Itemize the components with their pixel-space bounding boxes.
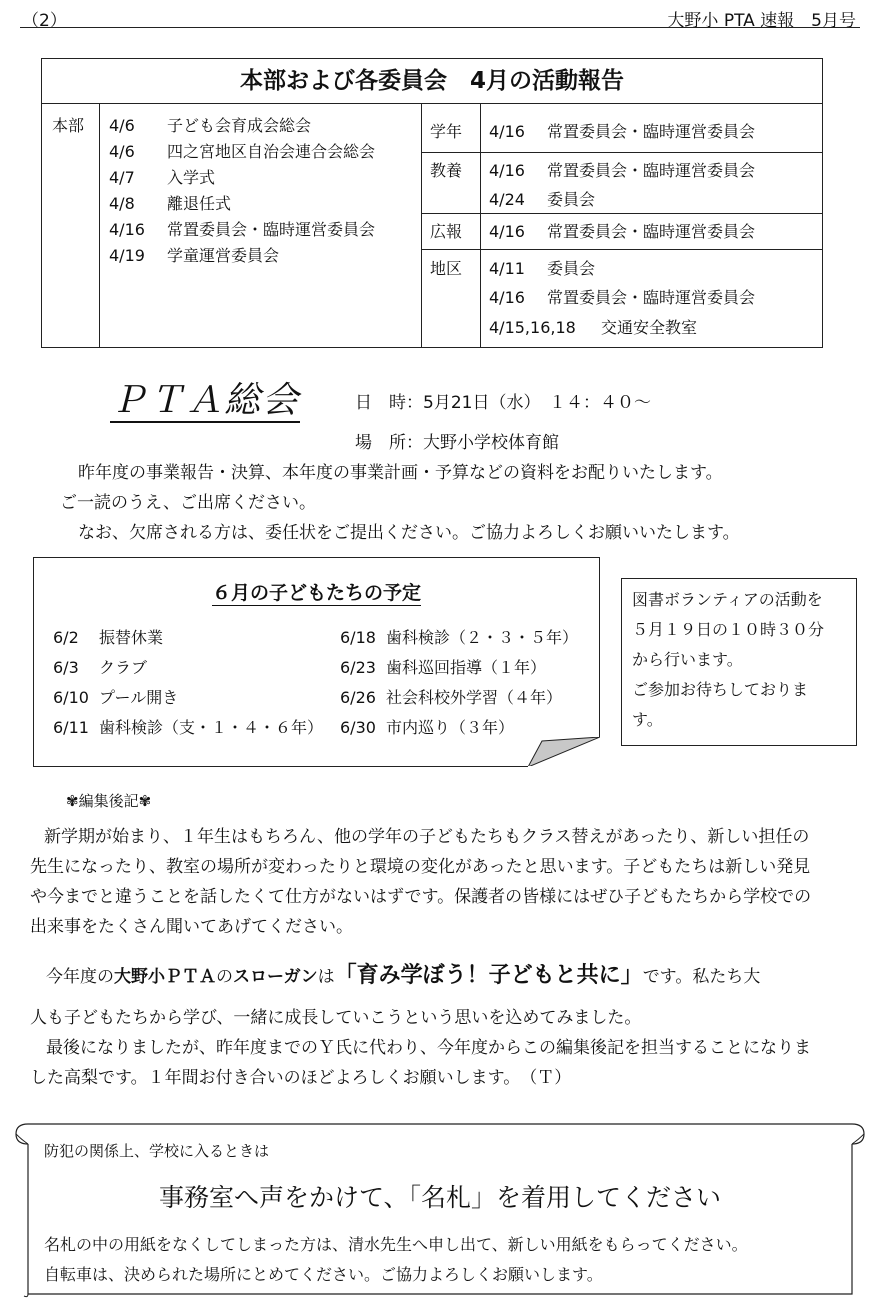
pta-paragraph: 昨年度の事業報告・決算、本年度の事業計画・予算などの資料をお配りいたします。 bbox=[78, 463, 723, 483]
table-divider bbox=[421, 249, 823, 250]
table-divider bbox=[99, 104, 100, 348]
editor-note-line: 先生になったり、教室の場所が変わったりと環境の変化があったと思います。子どもたちは新しい発見 bbox=[30, 857, 811, 877]
june-schedule-title: ６月の子どもたちの予定 bbox=[211, 582, 421, 604]
committee-item: 4/11 委員会 bbox=[489, 259, 596, 278]
pta-slogan: 「育み学ぼう！子どもと共に」 bbox=[334, 963, 643, 988]
pta-paragraph: ご一読のうえ、ご出席ください。 bbox=[60, 493, 317, 513]
committee-item: 4/16 常置委員会・臨時運営委員会 bbox=[489, 161, 756, 180]
library-line: ５月１９日の１０時３０分 bbox=[632, 620, 825, 639]
pta-meeting-title: ＰＴＡ総会 bbox=[110, 380, 301, 421]
pta-place: 場 所：大野小学校体育館 bbox=[355, 433, 559, 453]
page-curl-icon bbox=[528, 737, 600, 767]
pta-paragraph: なお、欠席される方は、委任状をご提出ください。ご協力よろしくお願いいたします。 bbox=[78, 523, 740, 543]
committee-label-gakunen: 学年 bbox=[430, 122, 463, 141]
schedule-item: 6/30 市内巡り（３年） bbox=[340, 718, 515, 737]
honbu-label: 本部 bbox=[52, 116, 85, 135]
editor-note-line: 人も子どもたちから学び、一緒に成長していこうという思いを込めてみました。 bbox=[30, 1008, 642, 1028]
committee-item: 4/15,16,18 交通安全教室 bbox=[489, 318, 698, 337]
library-volunteer-notice bbox=[621, 578, 857, 746]
editor-note-line: 新学期が始まり、１年生はもちろん、他の学年の子どもたちもクラス替えがあったり、新しい担任の bbox=[44, 827, 810, 847]
honbu-item: 4/19 学童運営委員会 bbox=[109, 246, 280, 265]
honbu-item: 4/6 子ども会育成会総会 bbox=[109, 116, 312, 135]
security-notice-intro: 防犯の関係上、学校に入るときは bbox=[44, 1142, 270, 1160]
honbu-item: 4/8 離退任式 bbox=[109, 194, 232, 213]
schedule-item: 6/18 歯科検診（２・３・５年） bbox=[340, 628, 579, 647]
table-divider bbox=[421, 152, 823, 153]
schedule-item: 6/11 歯科検診（支・１・４・６年） bbox=[53, 718, 324, 737]
header-rule bbox=[20, 27, 860, 28]
schedule-item: 6/2 振替休業 bbox=[53, 628, 164, 647]
honbu-item: 4/7 入学式 bbox=[109, 168, 216, 187]
editor-note-heading: ✾編集後記✾ bbox=[66, 792, 152, 810]
table-divider bbox=[421, 104, 422, 348]
activity-report-table bbox=[41, 58, 823, 348]
schedule-item: 6/26 社会科校外学習（４年） bbox=[340, 688, 563, 707]
committee-item: 4/24 委員会 bbox=[489, 190, 596, 209]
schedule-item: 6/3 クラブ bbox=[53, 658, 148, 677]
schedule-item: 6/23 歯科巡回指導（１年） bbox=[340, 658, 547, 677]
honbu-item: 4/6 四之宮地区自治会連合会総会 bbox=[109, 142, 376, 161]
editor-note-line: 最後になりましたが、昨年度までのＹ氏に代わり、今年度からこの編集後記を担当することになりま bbox=[46, 1038, 811, 1058]
editor-note-line: した高梨です。１年間お付き合いのほどよろしくお願いします。 （Ｔ） bbox=[30, 1068, 572, 1088]
committee-item: 4/16 常置委員会・臨時運営委員会 bbox=[489, 222, 756, 241]
table-divider bbox=[421, 213, 823, 214]
activity-report-title: 本部および各委員会 4月の活動報告 bbox=[42, 59, 822, 104]
newsletter-title: 大野小 PTA 速報 5月号 bbox=[667, 11, 856, 31]
committee-label-koho: 広報 bbox=[430, 222, 463, 241]
honbu-item: 4/16 常置委員会・臨時運営委員会 bbox=[109, 220, 376, 239]
pta-datetime: 日 時：5月21日（水） １４：４０～ bbox=[355, 393, 651, 413]
library-line: す。 bbox=[632, 710, 663, 729]
editor-note-line: 出来事をたくさん聞いてあげてください。 bbox=[30, 917, 353, 937]
schedule-item: 6/10 プール開き bbox=[53, 688, 179, 707]
security-notice-line: 名札の中の用紙をなくしてしまった方は、清水先生へ申し出て、新しい用紙をもらってください。 bbox=[44, 1235, 748, 1254]
security-notice-line: 自転車は、決められた場所にとめてください。ご協力よろしくお願いします。 bbox=[44, 1265, 603, 1284]
page-number: （2） bbox=[22, 11, 67, 31]
june-schedule-box bbox=[33, 557, 600, 767]
committee-label-chiku: 地区 bbox=[430, 259, 463, 278]
table-divider bbox=[480, 104, 481, 348]
editor-note-line: や今までと違うことを話したくて仕方がないはずです。保護者の皆様にはぜひ子どもたちから学校での bbox=[30, 887, 812, 907]
committee-label-kyoyo: 教養 bbox=[430, 161, 463, 180]
slogan-line: 今年度の大野小ＰＴＡのスローガンは「育み学ぼう！子どもと共に」です。私たち大 bbox=[46, 963, 761, 988]
library-line: 図書ボランティアの活動を bbox=[632, 590, 823, 609]
committee-item: 4/16 常置委員会・臨時運営委員会 bbox=[489, 288, 756, 307]
library-line: から行います。 bbox=[632, 650, 743, 669]
security-notice-main: 事務室へ声をかけて、「名札」を着用してください bbox=[158, 1183, 721, 1212]
library-line: ご参加お待ちしておりま bbox=[632, 680, 809, 699]
committee-item: 4/16 常置委員会・臨時運営委員会 bbox=[489, 122, 756, 141]
